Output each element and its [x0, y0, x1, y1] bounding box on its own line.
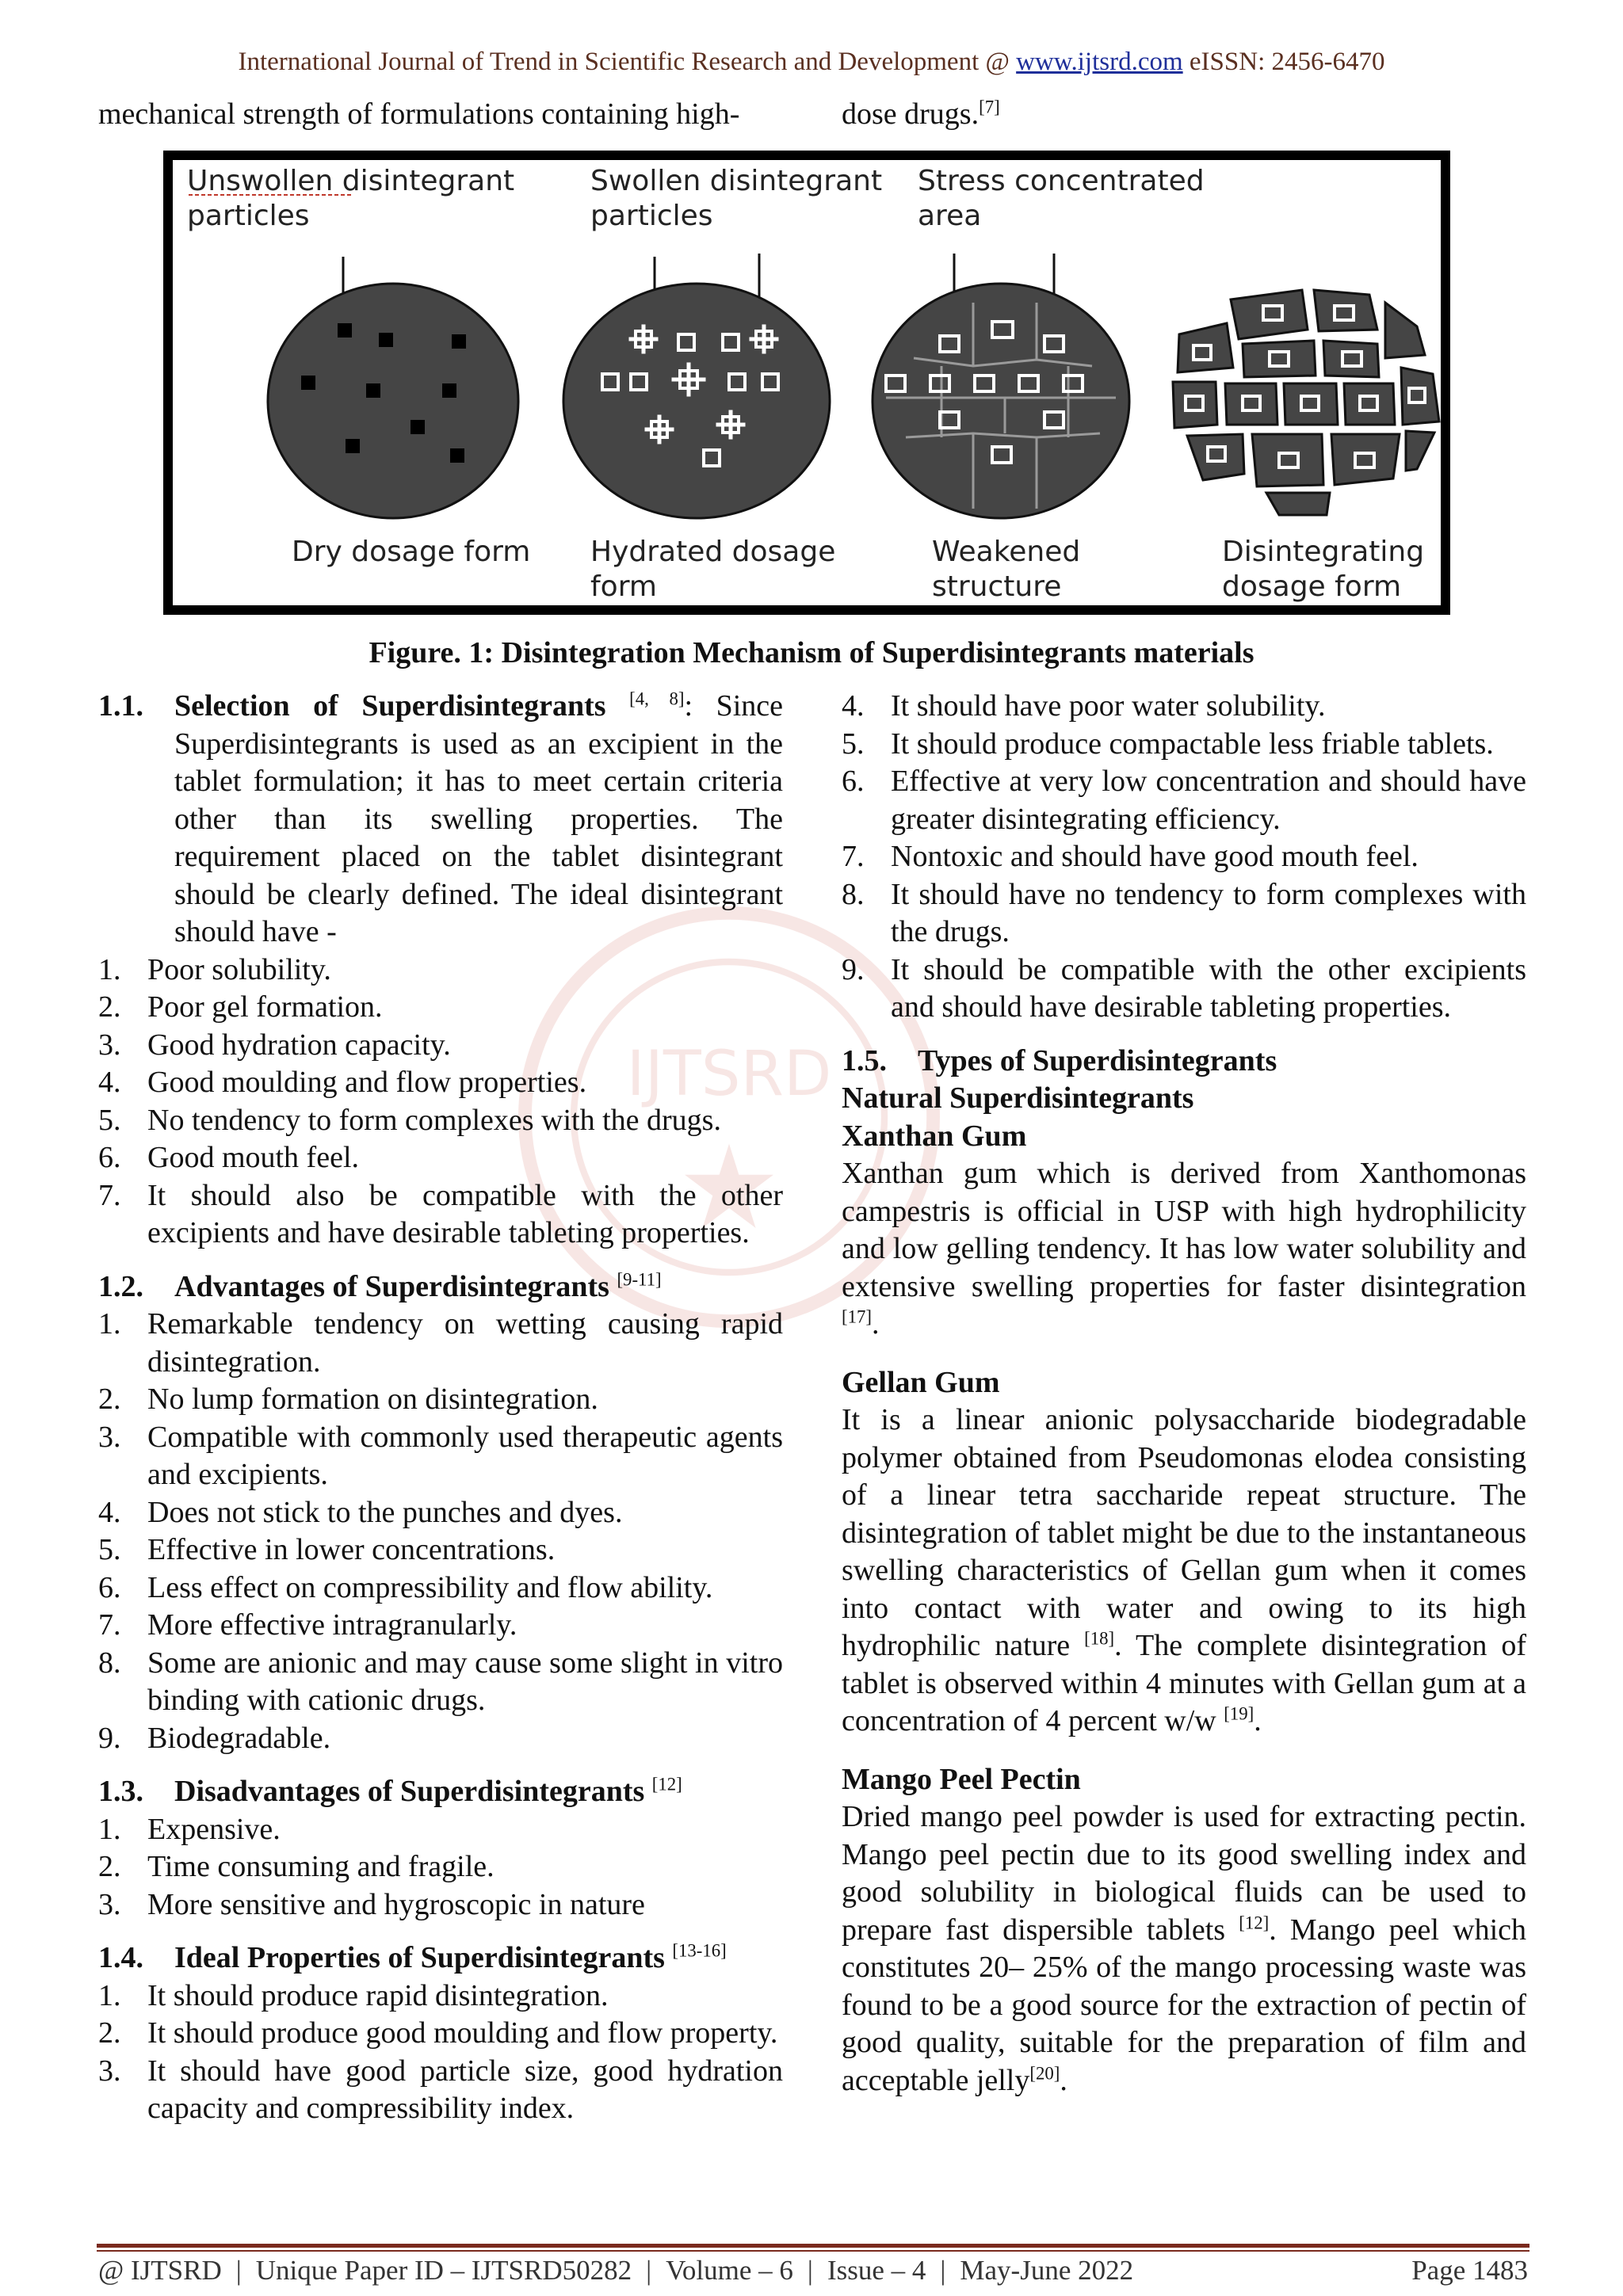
ideal-properties-list-a	[98, 1978, 783, 2128]
list-item: 8. It should have no tendency to form complexes with the drugs.	[842, 877, 1526, 948]
list-item: 5. No tendency to form complexes with the drugs.	[98, 1103, 721, 1137]
selection-criteria-list	[98, 952, 783, 1253]
tablet-hydrated	[563, 284, 830, 518]
list-item: 5. It should produce compactable less friable tablets.	[842, 727, 1494, 761]
section-1-4: 1.4. Ideal Properties of Superdisintegrants [13-16]	[98, 1940, 727, 1974]
list-item: 2. Poor gel formation.	[98, 990, 383, 1024]
list-item: 4. Good moulding and flow properties.	[98, 1066, 587, 1099]
running-header: International Journal of Trend in Scientific Research and Development @ www.ijtsrd.com eISSN: 2456-6470	[238, 48, 1385, 76]
section-text: : Since Superdisintegrants is used as an excipient in the tablet formulation; it has to meet certain criteria other than its swelling properties. The requirement placed on the tablet disintegrant should be clearly defined. The ideal disintegrant should have -	[174, 689, 784, 948]
list-item: 7. Nontoxic and should have good mouth feel.	[842, 840, 1419, 873]
continued-text-left: mechanical strength of formulations containing high-	[98, 97, 740, 131]
list-item: 3. Good hydration capacity.	[98, 1028, 451, 1062]
list-item: 3. More sensitive and hygroscopic in nature	[98, 1887, 645, 1921]
section-title: Selection of Superdisintegrants	[174, 689, 606, 723]
xanthan-title: Xanthan Gum	[842, 1119, 1027, 1153]
list-item: 6. Less effect on compressibility and flow ability.	[98, 1570, 713, 1604]
section-title: Types of Superdisintegrants	[918, 1043, 1277, 1077]
subsection-title: Natural Superdisintegrants	[842, 1081, 1194, 1115]
disadvantages-list	[98, 1811, 783, 1924]
running-footer	[98, 2255, 1528, 2286]
list-item: 6. Effective at very low concentration and should have greater disintegrating efficiency.	[842, 765, 1526, 836]
page-number: Page 1483	[1411, 2255, 1528, 2286]
citation: [17]	[842, 1306, 872, 1327]
citation: [20]	[1029, 2062, 1060, 2083]
gellan-title: Gellan Gum	[842, 1365, 1000, 1399]
list-item: 7. More effective intragranularly.	[98, 1608, 517, 1642]
label-stress-2: area	[918, 200, 982, 232]
list-item: 1. Poor solubility.	[98, 952, 331, 986]
citation: [9-11]	[617, 1268, 662, 1289]
list-item: 9. Biodegradable.	[98, 1721, 331, 1755]
section-number: 1.1.	[98, 689, 143, 723]
list-item: 8. Some are anionic and may cause some slight in vitro binding with cationic drugs.	[98, 1646, 783, 1717]
journal-link[interactable]: www.ijtsrd.com	[1016, 48, 1183, 76]
list-item: 4. Does not stick to the punches and dyes.	[98, 1495, 623, 1529]
gellan-paragraph: It is a linear anionic polysaccharide biodegradable polymer obtained from Pseudomonas elodea consisting of a linear tetra saccharide repeat structure. The disintegration of tablet might be due to the instantaneous swelling characteristics of Gellan gum when it comes into contact with water and owing to its high hydrophilic nature [18]. The complete disintegration of tablet is observed within 4 minutes with Gellan gum at a concentration of 4 percent w/w [19].	[842, 1403, 1526, 1737]
section-1-1	[98, 688, 783, 952]
list-item: 3. Compatible with commonly used therapeutic agents and excipients.	[98, 1420, 783, 1491]
tablet-disintegrating	[1173, 290, 1439, 515]
label-stress-1: Stress concentrated	[918, 165, 1205, 197]
label-unswollen-2: particles	[187, 200, 310, 232]
mango-paragraph: Dried mango peel powder is used for extracting pectin. Mango peel pectin due to its good swelling index and good solubility in biological fluids can be used to prepare fast dispersible tablets [12]. Mango peel which constitutes 20– 25% of the mango processing waste was found to be a good source for the extraction of pectin of good quality, suitable for the preparation of film and acceptable jelly[20].	[842, 1800, 1526, 2097]
section-1-3: 1.3. Disadvantages of Superdisintegrants [12]	[98, 1774, 682, 1808]
citation: [19]	[1224, 1703, 1254, 1724]
list-item: 5. Effective in lower concentrations.	[98, 1533, 556, 1566]
citation: [12]	[651, 1774, 682, 1794]
label-swollen-2: particles	[590, 200, 713, 232]
list-item: 9. It should be compatible with the other excipients and should have desirable tableting properties.	[842, 952, 1526, 1024]
footer-meta: @ IJTSRD | Unique Paper ID – IJTSRD50282 | Volume – 6 | Issue – 4 | May-June 2022	[98, 2255, 1134, 2286]
footer-rule	[97, 2244, 1529, 2248]
tablet-dry	[268, 284, 518, 518]
citation: [13-16]	[672, 1940, 727, 1961]
label-disintegrating-2: dosage form	[1222, 570, 1402, 603]
ideal-properties-list-b	[842, 688, 1526, 1027]
label-unswollen-1: Unswollen disintegrant	[187, 165, 515, 197]
list-item: 2. Time consuming and fragile.	[98, 1850, 495, 1883]
label-disintegrating-1: Disintegrating	[1222, 536, 1425, 568]
label-hydrated-1: Hydrated dosage	[590, 536, 836, 568]
label-swollen-1: Swollen disintegrant	[590, 165, 883, 197]
left-column	[98, 688, 783, 2128]
list-item: 1. Remarkable tendency on wetting causing rapid disintegration.	[98, 1307, 783, 1379]
label-weakened-1: Weakened	[932, 536, 1081, 568]
list-item: 4. It should have poor water solubility.	[842, 689, 1326, 723]
citation: [12]	[1239, 1912, 1270, 1932]
continued-text-right: dose drugs.[7]	[842, 97, 1000, 131]
section-1-2: 1.2. Advantages of Superdisintegrants [9-11]	[98, 1268, 662, 1303]
mango-title: Mango Peel Pectin	[842, 1762, 1081, 1796]
section-1-5: 1.5. Types of Superdisintegrants	[842, 1043, 1277, 1077]
label-weakened-2: structure	[932, 570, 1062, 603]
citation: [4, 8]	[629, 688, 685, 709]
xanthan-paragraph: Xanthan gum which is derived from Xanthomonas campestris is official in USP with high hydrophilicity and low gelling tendency. It has low water solubility and extensive swelling properties for faster disintegration [17].	[842, 1157, 1526, 1341]
advantages-list	[98, 1306, 783, 1757]
label-dry-1: Dry dosage form	[292, 536, 531, 568]
section-title: Disadvantages of Superdisintegrants	[174, 1775, 645, 1808]
figure-disintegration-mechanism	[163, 151, 1450, 615]
list-item: 2. No lump formation on disintegration.	[98, 1383, 598, 1416]
tablet-weakened	[873, 284, 1129, 518]
citation: [7]	[979, 97, 1000, 117]
section-title: Ideal Properties of Superdisintegrants	[174, 1941, 665, 1974]
list-item: 6. Good mouth feel.	[98, 1141, 360, 1174]
list-item: 1. Expensive.	[98, 1812, 281, 1846]
section-title: Advantages of Superdisintegrants	[174, 1269, 609, 1303]
list-item: 1. It should produce rapid disintegration.	[98, 1978, 609, 2012]
svg-text:IJTSRD: IJTSRD	[626, 1038, 832, 1110]
right-column	[842, 688, 1526, 2100]
figure-image	[173, 160, 1441, 605]
list-item: 2. It should produce good moulding and flow property.	[98, 2016, 778, 2050]
list-item: 3. It should have good particle size, good hydration capacity and compressibility index.	[98, 2054, 783, 2125]
citation: [18]	[1084, 1628, 1115, 1649]
footer-rule-thin	[97, 2250, 1529, 2252]
list-item: 7. It should also be compatible with the other excipients and have desirable tableting properties.	[98, 1178, 783, 1249]
figure-caption: Figure. 1: Disintegration Mechanism of Superdisintegrants materials	[369, 636, 1254, 669]
label-hydrated-2: form	[590, 570, 657, 603]
